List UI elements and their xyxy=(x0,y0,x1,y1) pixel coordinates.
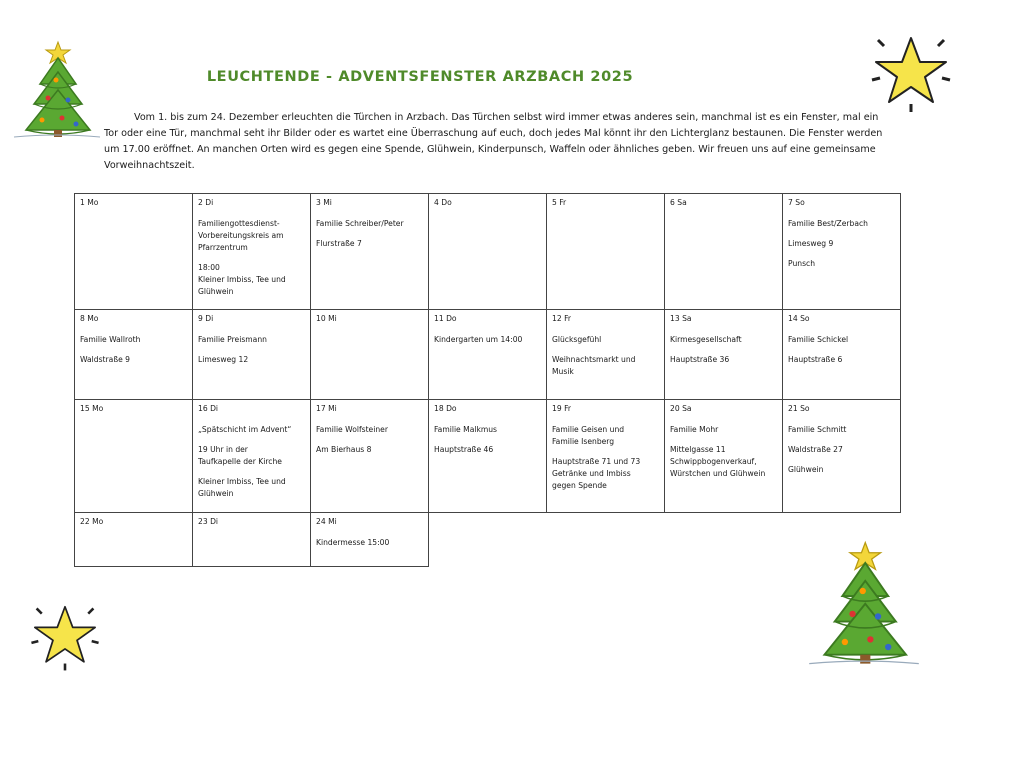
day-cell xyxy=(783,194,901,310)
event-text: Waldstraße 27 xyxy=(788,445,843,454)
day-label: 9 Di xyxy=(198,314,214,323)
event-text: Glühwein xyxy=(788,465,824,474)
event-text: Mittelgasse 11 Schwippbogenverkauf, Würstchen und Glühwein xyxy=(670,445,766,478)
event-text: Kindergarten um 14:00 xyxy=(434,335,523,344)
event-text: Hauptstraße 71 und 73 Getränke und Imbiss gegen Spende xyxy=(552,457,641,490)
advent-calendar-table xyxy=(74,193,901,567)
calendar-week-row xyxy=(75,513,901,567)
day-cell xyxy=(75,194,193,310)
event-text: Familie Wallroth xyxy=(80,335,141,344)
day-cell xyxy=(193,513,311,567)
event-text: Hauptstraße 46 xyxy=(434,445,494,454)
event-text: Kleiner Imbiss, Tee und Glühwein xyxy=(198,477,286,498)
day-label: 11 Do xyxy=(434,314,457,323)
event-text: Limesweg 12 xyxy=(198,355,249,364)
day-label: 13 Sa xyxy=(670,314,692,323)
event-text: Waldstraße 9 xyxy=(80,355,131,364)
christmas-tree-icon xyxy=(12,40,102,142)
day-cell xyxy=(311,513,429,567)
day-label: 7 So xyxy=(788,198,805,207)
day-label: 6 Sa xyxy=(670,198,687,207)
empty-cell xyxy=(429,513,547,567)
day-cell xyxy=(311,194,429,310)
event-text: Kirmesgesellschaft xyxy=(670,335,742,344)
day-label: 20 Sa xyxy=(670,404,692,413)
day-label: 4 Do xyxy=(434,198,452,207)
day-cell xyxy=(429,194,547,310)
event-text: Punsch xyxy=(788,259,816,268)
day-label: 8 Mo xyxy=(80,314,99,323)
day-label: 22 Mo xyxy=(80,517,104,526)
event-text: Kindermesse 15:00 xyxy=(316,538,390,547)
event-text: Familie Schmitt xyxy=(788,425,847,434)
day-cell xyxy=(665,310,783,400)
day-label: 14 So xyxy=(788,314,810,323)
event-text: Weihnachtsmarkt und Musik xyxy=(552,355,636,376)
event-text: „Spätschicht im Advent“ xyxy=(198,425,292,434)
event-text: 19 Uhr in der Taufkapelle der Kirche xyxy=(198,445,282,466)
event-text: Familie Schickel xyxy=(788,335,849,344)
event-text: Familie Wolfsteiner xyxy=(316,425,388,434)
day-cell xyxy=(193,194,311,310)
calendar-week-row xyxy=(75,194,901,310)
day-label: 16 Di xyxy=(198,404,219,413)
day-cell xyxy=(429,310,547,400)
day-cell xyxy=(783,400,901,513)
calendar-week-row xyxy=(75,400,901,513)
event-text: Familiengottesdienst- Vorbereitungskreis am Pfarrzentrum xyxy=(198,219,284,252)
event-text: Familie Malkmus xyxy=(434,425,498,434)
day-cell xyxy=(429,400,547,513)
day-cell xyxy=(547,310,665,400)
day-label: 24 Mi xyxy=(316,517,337,526)
event-text: Familie Preismann xyxy=(198,335,267,344)
day-label: 3 Mi xyxy=(316,198,332,207)
star-icon xyxy=(28,598,102,674)
event-text: Glücksgefühl xyxy=(552,335,602,344)
star-icon xyxy=(868,30,954,114)
day-label: 10 Mi xyxy=(316,314,337,323)
day-label: 19 Fr xyxy=(552,404,572,413)
day-label: 23 Di xyxy=(198,517,219,526)
day-cell xyxy=(311,400,429,513)
event-text: Am Bierhaus 8 xyxy=(316,445,372,454)
event-text: Familie Best/Zerbach xyxy=(788,219,868,228)
day-cell xyxy=(193,310,311,400)
day-cell xyxy=(547,194,665,310)
intro-paragraph xyxy=(104,110,894,174)
empty-cell xyxy=(665,513,783,567)
event-text: Familie Mohr xyxy=(670,425,719,434)
day-label: 5 Fr xyxy=(552,198,567,207)
event-text: Limesweg 9 xyxy=(788,239,834,248)
day-label: 1 Mo xyxy=(80,198,99,207)
intro-text: Vom 1. bis zum 24. Dezember erleuchten die Türchen in Arzbach. Das Türchen selbst wird immer etwas anderes sein, manchmal ist es ein Fenster, mal ein Tor oder eine Tür, manchmal seht ihr Bilder oder es wartet eine Überraschung auf euch, doch jedes Mal könnt ihr den Lichterglanz bestaunen. Die Fenster werden um 17.00 eröffnet. An manchen Orten wird es gegen eine Spende, Glühwein, Kinderpunsch, Waffeln oder ähnliches geben. Wir freuen uns auf eine gemeinsame Vorweihnachtszeit. xyxy=(104,112,883,171)
event-text: 18:00 Kleiner Imbiss, Tee und Glühwein xyxy=(198,263,286,296)
event-text: Familie Schreiber/Peter xyxy=(316,219,404,228)
day-cell xyxy=(75,400,193,513)
empty-cell xyxy=(783,513,901,567)
day-cell xyxy=(311,310,429,400)
day-cell xyxy=(193,400,311,513)
day-cell xyxy=(75,513,193,567)
event-text: Familie Geisen und Familie Isenberg xyxy=(552,425,625,446)
day-cell xyxy=(547,400,665,513)
day-label: 15 Mo xyxy=(80,404,104,413)
day-label: 12 Fr xyxy=(552,314,572,323)
day-cell xyxy=(75,310,193,400)
day-cell xyxy=(665,194,783,310)
event-text: Flurstraße 7 xyxy=(316,239,362,248)
day-cell xyxy=(665,400,783,513)
day-cell xyxy=(783,310,901,400)
empty-cell xyxy=(547,513,665,567)
event-text: Hauptstraße 6 xyxy=(788,355,843,364)
day-label: 17 Mi xyxy=(316,404,337,413)
page-title: LEUCHTENDE - ADVENTSFENSTER ARZBACH 2025 xyxy=(206,69,634,85)
day-label: 2 Di xyxy=(198,198,214,207)
day-label: 21 So xyxy=(788,404,810,413)
day-label: 18 Do xyxy=(434,404,457,413)
event-text: Hauptstraße 36 xyxy=(670,355,730,364)
calendar-week-row xyxy=(75,310,901,400)
